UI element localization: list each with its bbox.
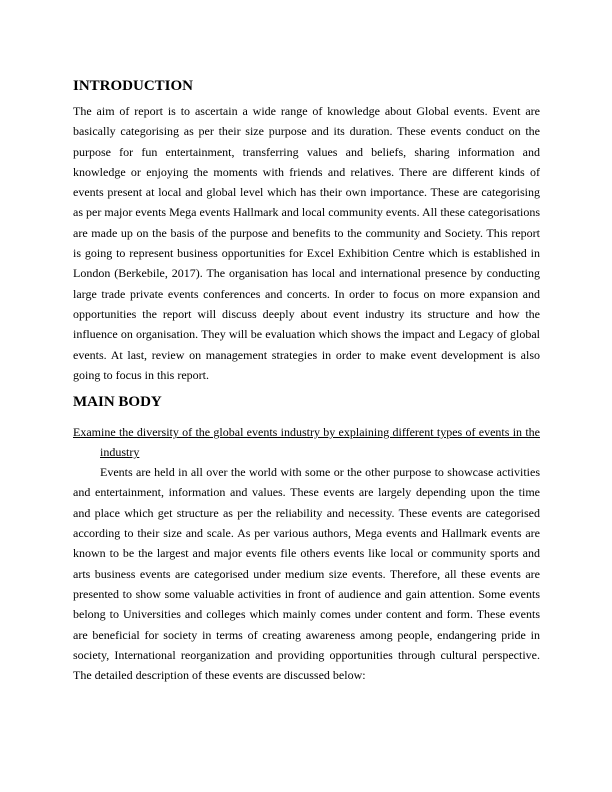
main-body-heading: MAIN BODY xyxy=(73,394,162,411)
main-body-paragraph: Events are held in all over the world with some or the other purpose to showcase activities and entertainment, information and values. These events are largely depending upon the time and place which get structure as per the reliability and necessity. These events are categorised according to their size and scale. As per various authors, Mega events and Hallmark events are known to be the largest and major events file others events like local or community sports and arts business events are categorised under medium size events. Therefore, all these events are presented to show some valuable activities in front of audience and gain attention. Some events belong to Universities and colleges which mainly comes under content and form. These events are beneficial for society in terms of creating awareness among people, endangering pride in society, International reorganization and providing opportunities through cultural perspective. The detailed description of these events are discussed below: xyxy=(73,465,540,683)
section-subheading: Examine the diversity of the global events industry by explaining different types of events in the industry xyxy=(73,425,540,460)
introduction-heading: INTRODUCTION xyxy=(73,78,194,94)
introduction-paragraph: The aim of report is to ascertain a wide range of knowledge about Global events. Event are basically categorising as per their size purpose and its duration. These events conduct on the purpose for fun entertainment, transferring values and beliefs, sharing information and knowledge or enjoying the moments with friends and relatives. There are different kinds of events present at local and global level which has their own importance. These are categorising as per major events Mega events Hallmark and local community events. All these categorisations are made up on the basis of the purpose and benefits to the community and Society. This report is going to represent business opportunities for Excel Exhibition Centre which is established in London (Berkebile, 2017). The organisation has local and international presence by conducting large trade private events conferences and concerts. In order to focus on more expansion and opportunities the report will discuss deeply about event industry its structure and how the influence on organisation. They will be evaluation which shows the impact and Legacy of global events. At last, review on management strategies in order to make event development is also going to focus in this report. xyxy=(73,104,540,382)
document-page xyxy=(73,76,540,685)
